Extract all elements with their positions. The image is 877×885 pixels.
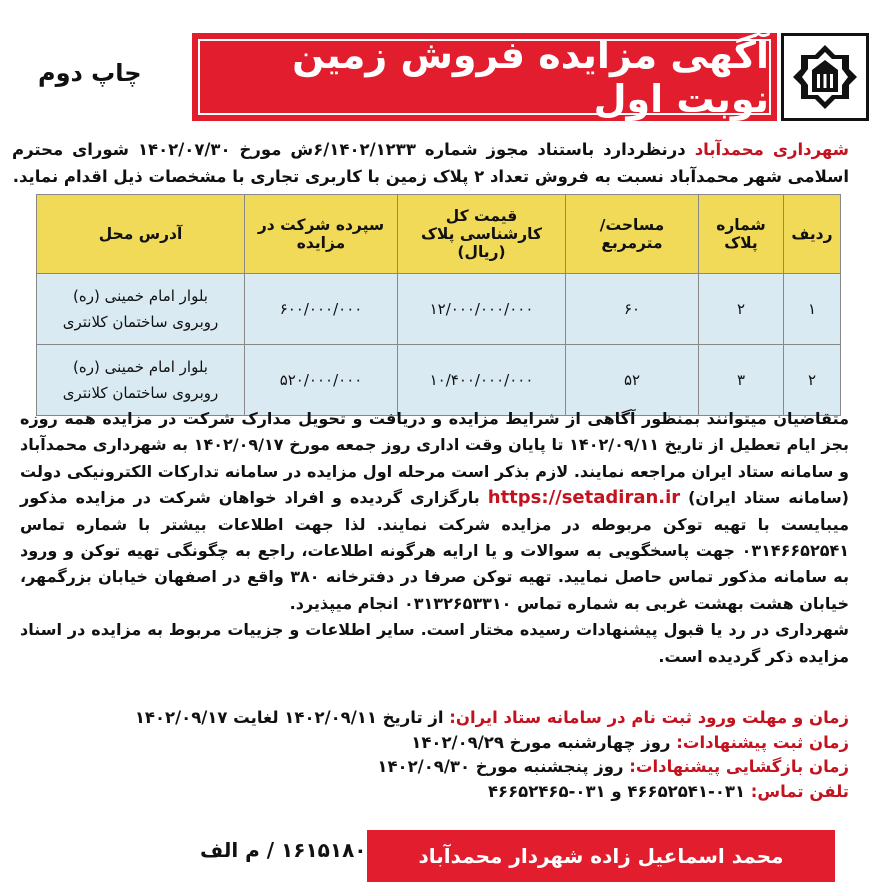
title-bar bbox=[192, 33, 777, 121]
intro-paragraph bbox=[12, 136, 849, 190]
address-line-1: بلوار امام خمینی (ره) bbox=[73, 287, 208, 305]
address-line-2: روبروی ساختمان کلانتری bbox=[62, 384, 219, 402]
registration-deadline bbox=[60, 706, 849, 731]
phone-value: ۰۳۱-۴۶۶۵۲۵۴۱ و ۰۳۱-۴۶۶۵۲۴۶۵ bbox=[487, 781, 751, 801]
col-header-row-number: ردیف bbox=[784, 195, 841, 274]
cell-area: ۶۰ bbox=[566, 274, 699, 345]
cell-address bbox=[37, 345, 245, 416]
address-line-1: بلوار امام خمینی (ره) bbox=[73, 358, 208, 376]
col-header-area: مساحت/مترمربع bbox=[566, 195, 699, 274]
municipality-name: شهرداری محمدآباد bbox=[694, 140, 849, 159]
submission-label: زمان ثبت پیشنهادات: bbox=[676, 732, 849, 752]
signature-bar: محمد اسماعیل زاده شهردار محمدآباد bbox=[367, 830, 835, 882]
table-row bbox=[37, 345, 841, 416]
municipality-logo-icon bbox=[781, 33, 869, 121]
registration-label: زمان و مهلت ورود ثبت نام در سامانه ستاد ایران: bbox=[449, 708, 849, 727]
cell-plate: ۳ bbox=[699, 345, 784, 416]
conditions-paragraph-part-2: بارگزاری گردیده و افراد خواهان شرکت در مزایده مذکور میبایست با تهیه توکن مربوطه در مزایده شرکت نمایند. لذا جهت اطلاعات بیشتر با شماره تماس ۰۳۱۴۶۶۵۲۵۴۱ جهت پاسخگویی به سوالات و یا ارایه هرگونه اطلاعات، راجع به چگونگی تهیه توکن و ورود به سامانه مذکور تماس حاصل نمایید. تهیه توکن صرفا در دفترخانه ۳۸۰ واقع در اصفهان خیابان بزرگمهر، خیابان هشت بهشت غربی به شماره تماس ۰۳۱۳۲۶۵۳۳۱۰ انجام میپذیرد. bbox=[20, 488, 849, 613]
registration-value: از تاریخ ۱۴۰۲/۰۹/۱۱ لغایت ۱۴۰۲/۰۹/۱۷ bbox=[134, 708, 450, 727]
cell-plate: ۲ bbox=[699, 274, 784, 345]
table-row bbox=[37, 274, 841, 345]
col-header-deposit: سپرده شرکت در مزایده bbox=[245, 195, 398, 274]
col-header-price: قیمت کل کارشناسی پلاک (ریال) bbox=[398, 195, 566, 274]
cell-price: ۱۲/۰۰۰/۰۰۰/۰۰۰ bbox=[398, 274, 566, 345]
col-header-plate: شماره پلاک bbox=[699, 195, 784, 274]
submission-time bbox=[60, 731, 849, 756]
cell-price: ۱۰/۴۰۰/۰۰۰/۰۰۰ bbox=[398, 345, 566, 416]
setadiran-link[interactable]: https://setadiran.ir bbox=[487, 487, 681, 509]
rights-paragraph: شهرداری در رد یا قبول پیشنهادات رسیده مختار است. سایر اطلاعات و جزییات مربوط به مزایده در اسناد مزایده ذکر گردیده است. bbox=[20, 620, 849, 666]
opening-value: روز پنجشنبه مورخ ۱۴۰۲/۰۹/۳۰ bbox=[377, 757, 630, 776]
header bbox=[8, 33, 869, 121]
plots-table bbox=[36, 194, 841, 416]
schedule-details bbox=[60, 706, 849, 804]
edition-label: چاپ دوم bbox=[38, 59, 142, 87]
cell-deposit: ۵۲۰/۰۰۰/۰۰۰ bbox=[245, 345, 398, 416]
conditions-paragraph-part-1: متقاضیان میتوانند بمنظور آگاهی از شرایط مزایده و دریافت و تحویل مدارک شرکت در مزایده همه روزه بجز ایام تعطیل از تاریخ ۱۴۰۲/۰۹/۱۱ تا پایان وقت اداری روز جمعه مورخ ۱۴۰۲/۰۹/۱۷ به شهرداری محمدآباد و سامانه ستاد ایران مراجعه نمایند. لازم بذکر است مرحله اول مزایده در سامانه تدارکات الکترونیکی دولت (سامانه ستاد ایران) bbox=[20, 409, 850, 508]
cell-row-number: ۱ bbox=[784, 274, 841, 345]
phone-label: تلفن تماس: bbox=[750, 781, 849, 801]
cell-area: ۵۲ bbox=[566, 345, 699, 416]
notice-title: آگهی مزایده فروش زمین نوبت اول bbox=[198, 39, 771, 115]
cell-row-number: ۲ bbox=[784, 345, 841, 416]
submission-value: روز چهارشنبه مورخ ۱۴۰۲/۰۹/۲۹ bbox=[411, 732, 677, 752]
cell-address bbox=[37, 274, 245, 345]
opening-time bbox=[60, 755, 849, 780]
conditions-text bbox=[20, 406, 849, 670]
col-header-address: آدرس محل bbox=[37, 195, 245, 274]
contact-phone bbox=[60, 780, 849, 805]
cell-deposit: ۶۰۰/۰۰۰/۰۰۰ bbox=[245, 274, 398, 345]
notice-code: ۱۶۱۵۱۸۰ / م الف bbox=[200, 838, 367, 862]
address-line-2: روبروی ساختمان کلانتری bbox=[62, 313, 219, 331]
intro-text: درنظردارد باستناد مجوز شماره ۶/۱۴۰۲/۱۲۳۳ش مورخ ۱۴۰۲/۰۷/۳۰ شورای محترم اسلامی شهر محمدآباد نسبت به فروش تعداد ۲ پلاک زمین با کاربری تجاری با مشخصات ذیل اقدام نماید. bbox=[12, 140, 849, 186]
opening-label: زمان بازگشایی پیشنهادات: bbox=[629, 757, 849, 776]
table-header-row bbox=[37, 195, 841, 274]
